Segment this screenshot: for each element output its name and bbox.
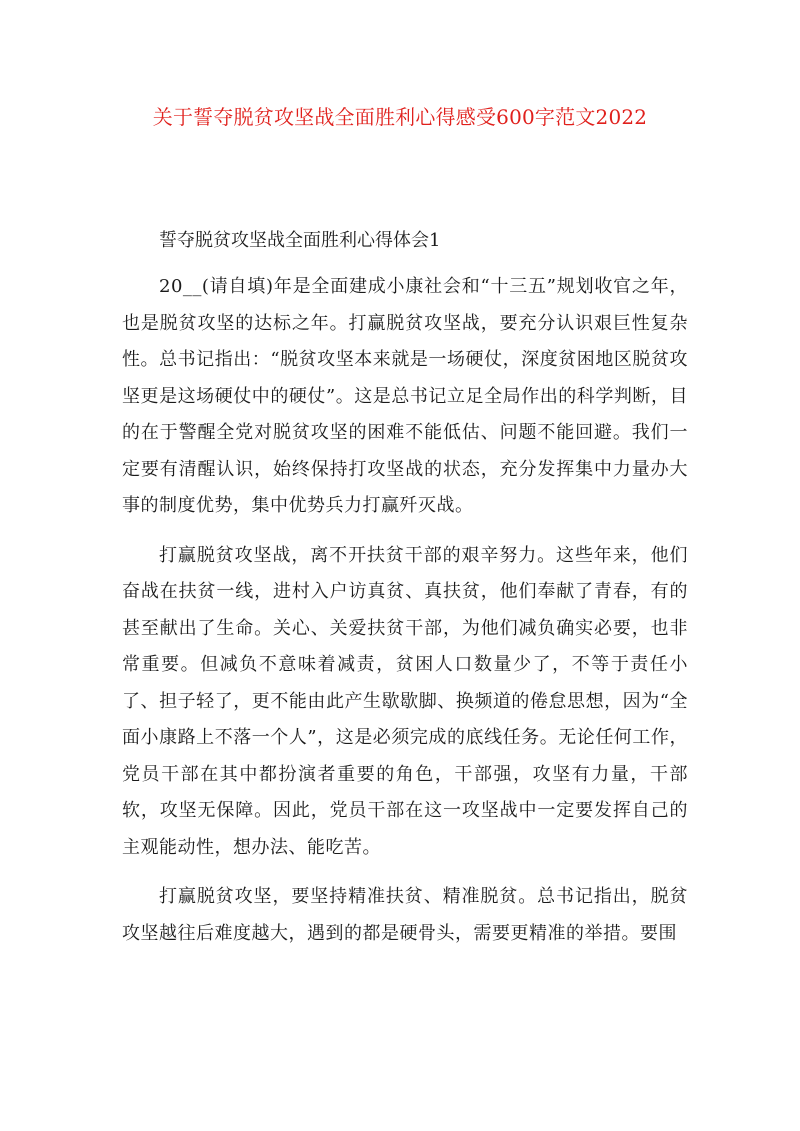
body-paragraph-1: 20__(请自填)年是全面建成小康社会和“十三五”规划收官之年，也是脱贫攻坚的达标之年。打赢脱贫攻坚战，要充分认识艰巨性复杂性。总书记指出：“脱贫攻坚本来就是一场硬仗，深度贫困地区脱贫攻坚更是这场硬仗中的硬仗”。这是总书记立足全局作出的科学判断，目的在于警醒全党对脱贫攻坚的困难不能低估、问题不能回避。我们一定要有清醒认识，始终保持打攻坚战的状态，充分发挥集中力量办大事的制度优势，集中优势兵力打赢歼灭战。 [122,276,688,516]
body-paragraph-2: 打赢脱贫攻坚战，离不开扶贫干部的艰辛努力。这些年来，他们奋战在扶贫一线，进村入户访真贫、真扶贫，他们奉献了青春，有的甚至献出了生命。关心、关爱扶贫干部，为他们减负确实必要，也非常重要。但减负不意味着减责，贫困人口数量少了，不等于责任小了、担子轻了，更不能由此产生歇歇脚、换频道的倦怠思想，因为“全面小康路上不落一个人”，这是必须完成的底线任务。无论任何工作，党员干部在其中都扮演者重要的角色，干部强，攻坚有力量，干部软，攻坚无保障。因此，党员干部在这一攻坚战中一定要发挥自己的主观能动性，想办法、能吃苦。 [122,544,688,858]
body-paragraph-3: 打赢脱贫攻坚，要坚持精准扶贫、精准脱贫。总书记指出，脱贫攻坚越往后难度越大，遇到的都是硬骨头，需要更精准的举措。要围 [122,886,688,944]
section-subheading: 誓夺脱贫攻坚战全面胜利心得体会1 [159,230,441,251]
document-body [122,226,688,965]
document-title: 关于誓夺脱贫攻坚战全面胜利心得感受600字范文2022 [152,105,648,129]
